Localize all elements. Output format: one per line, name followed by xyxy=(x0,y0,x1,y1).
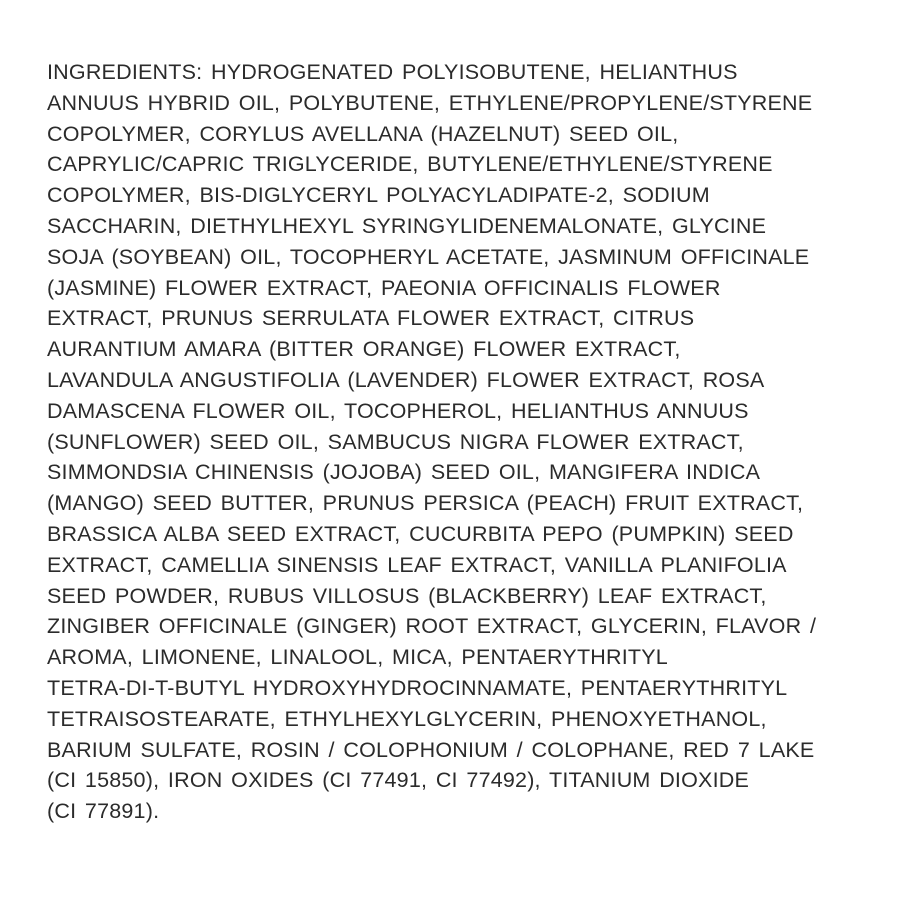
ingredients-line: CAPRYLIC/CAPRIC TRIGLYCERIDE, BUTYLENE/ETHYLENE/STYRENE xyxy=(47,152,773,177)
ingredients-line: COPOLYMER, CORYLUS AVELLANA (HAZELNUT) SEED OIL, xyxy=(47,121,679,146)
ingredients-label xyxy=(47,57,862,827)
ingredients-line: ANNUUS HYBRID OIL, POLYBUTENE, ETHYLENE/PROPYLENE/STYRENE xyxy=(47,90,813,115)
ingredients-line: EXTRACT, CAMELLIA SINENSIS LEAF EXTRACT, VANILLA PLANIFOLIA xyxy=(47,552,787,577)
ingredients-line: (CI 15850), IRON OXIDES (CI 77491, CI 77492), TITANIUM DIOXIDE xyxy=(47,768,750,793)
ingredients-line: DAMASCENA FLOWER OIL, TOCOPHEROL, HELIANTHUS ANNUUS xyxy=(47,398,749,423)
ingredients-line: LAVANDULA ANGUSTIFOLIA (LAVENDER) FLOWER EXTRACT, ROSA xyxy=(47,367,765,392)
ingredients-line: SIMMONDSIA CHINENSIS (JOJOBA) SEED OIL, MANGIFERA INDICA xyxy=(47,460,761,485)
ingredients-line: SACCHARIN, DIETHYLHEXYL SYRINGYLIDENEMALONATE, GLYCINE xyxy=(47,213,767,238)
ingredients-line: TETRAISOSTEARATE, ETHYLHEXYLGLYCERIN, PHENOXYETHANOL, xyxy=(47,706,767,731)
ingredients-line: TETRA-DI-T-BUTYL HYDROXYHYDROCINNAMATE, PENTAERYTHRITYL xyxy=(47,675,788,700)
ingredients-line: (SUNFLOWER) SEED OIL, SAMBUCUS NIGRA FLOWER EXTRACT, xyxy=(47,429,744,454)
ingredients-line: (JASMINE) FLOWER EXTRACT, PAEONIA OFFICINALIS FLOWER xyxy=(47,275,721,300)
ingredients-line: SEED POWDER, RUBUS VILLOSUS (BLACKBERRY) LEAF EXTRACT, xyxy=(47,583,767,608)
ingredients-line: (MANGO) SEED BUTTER, PRUNUS PERSICA (PEACH) FRUIT EXTRACT, xyxy=(47,491,804,516)
ingredients-line: AURANTIUM AMARA (BITTER ORANGE) FLOWER EXTRACT, xyxy=(47,337,681,362)
ingredients-line: INGREDIENTS: HYDROGENATED POLYISOBUTENE, HELIANTHUS xyxy=(47,60,738,84)
ingredients-line: BRASSICA ALBA SEED EXTRACT, CUCURBITA PEPO (PUMPKIN) SEED xyxy=(47,521,794,546)
ingredients-line: BARIUM SULFATE, ROSIN / COLOPHONIUM / COLOPHANE, RED 7 LAKE xyxy=(47,737,815,762)
ingredients-line: EXTRACT, PRUNUS SERRULATA FLOWER EXTRACT, CITRUS xyxy=(47,306,695,331)
ingredients-line: SOJA (SOYBEAN) OIL, TOCOPHERYL ACETATE, JASMINUM OFFICINALE xyxy=(47,244,810,269)
ingredients-line: ZINGIBER OFFICINALE (GINGER) ROOT EXTRACT, GLYCERIN, FLAVOR / xyxy=(47,614,817,639)
ingredients-line: COPOLYMER, BIS-DIGLYCERYL POLYACYLADIPATE-2, SODIUM xyxy=(47,183,710,208)
ingredients-line: (CI 77891). xyxy=(47,799,160,824)
ingredients-line: AROMA, LIMONENE, LINALOOL, MICA, PENTAERYTHRITYL xyxy=(47,645,668,670)
